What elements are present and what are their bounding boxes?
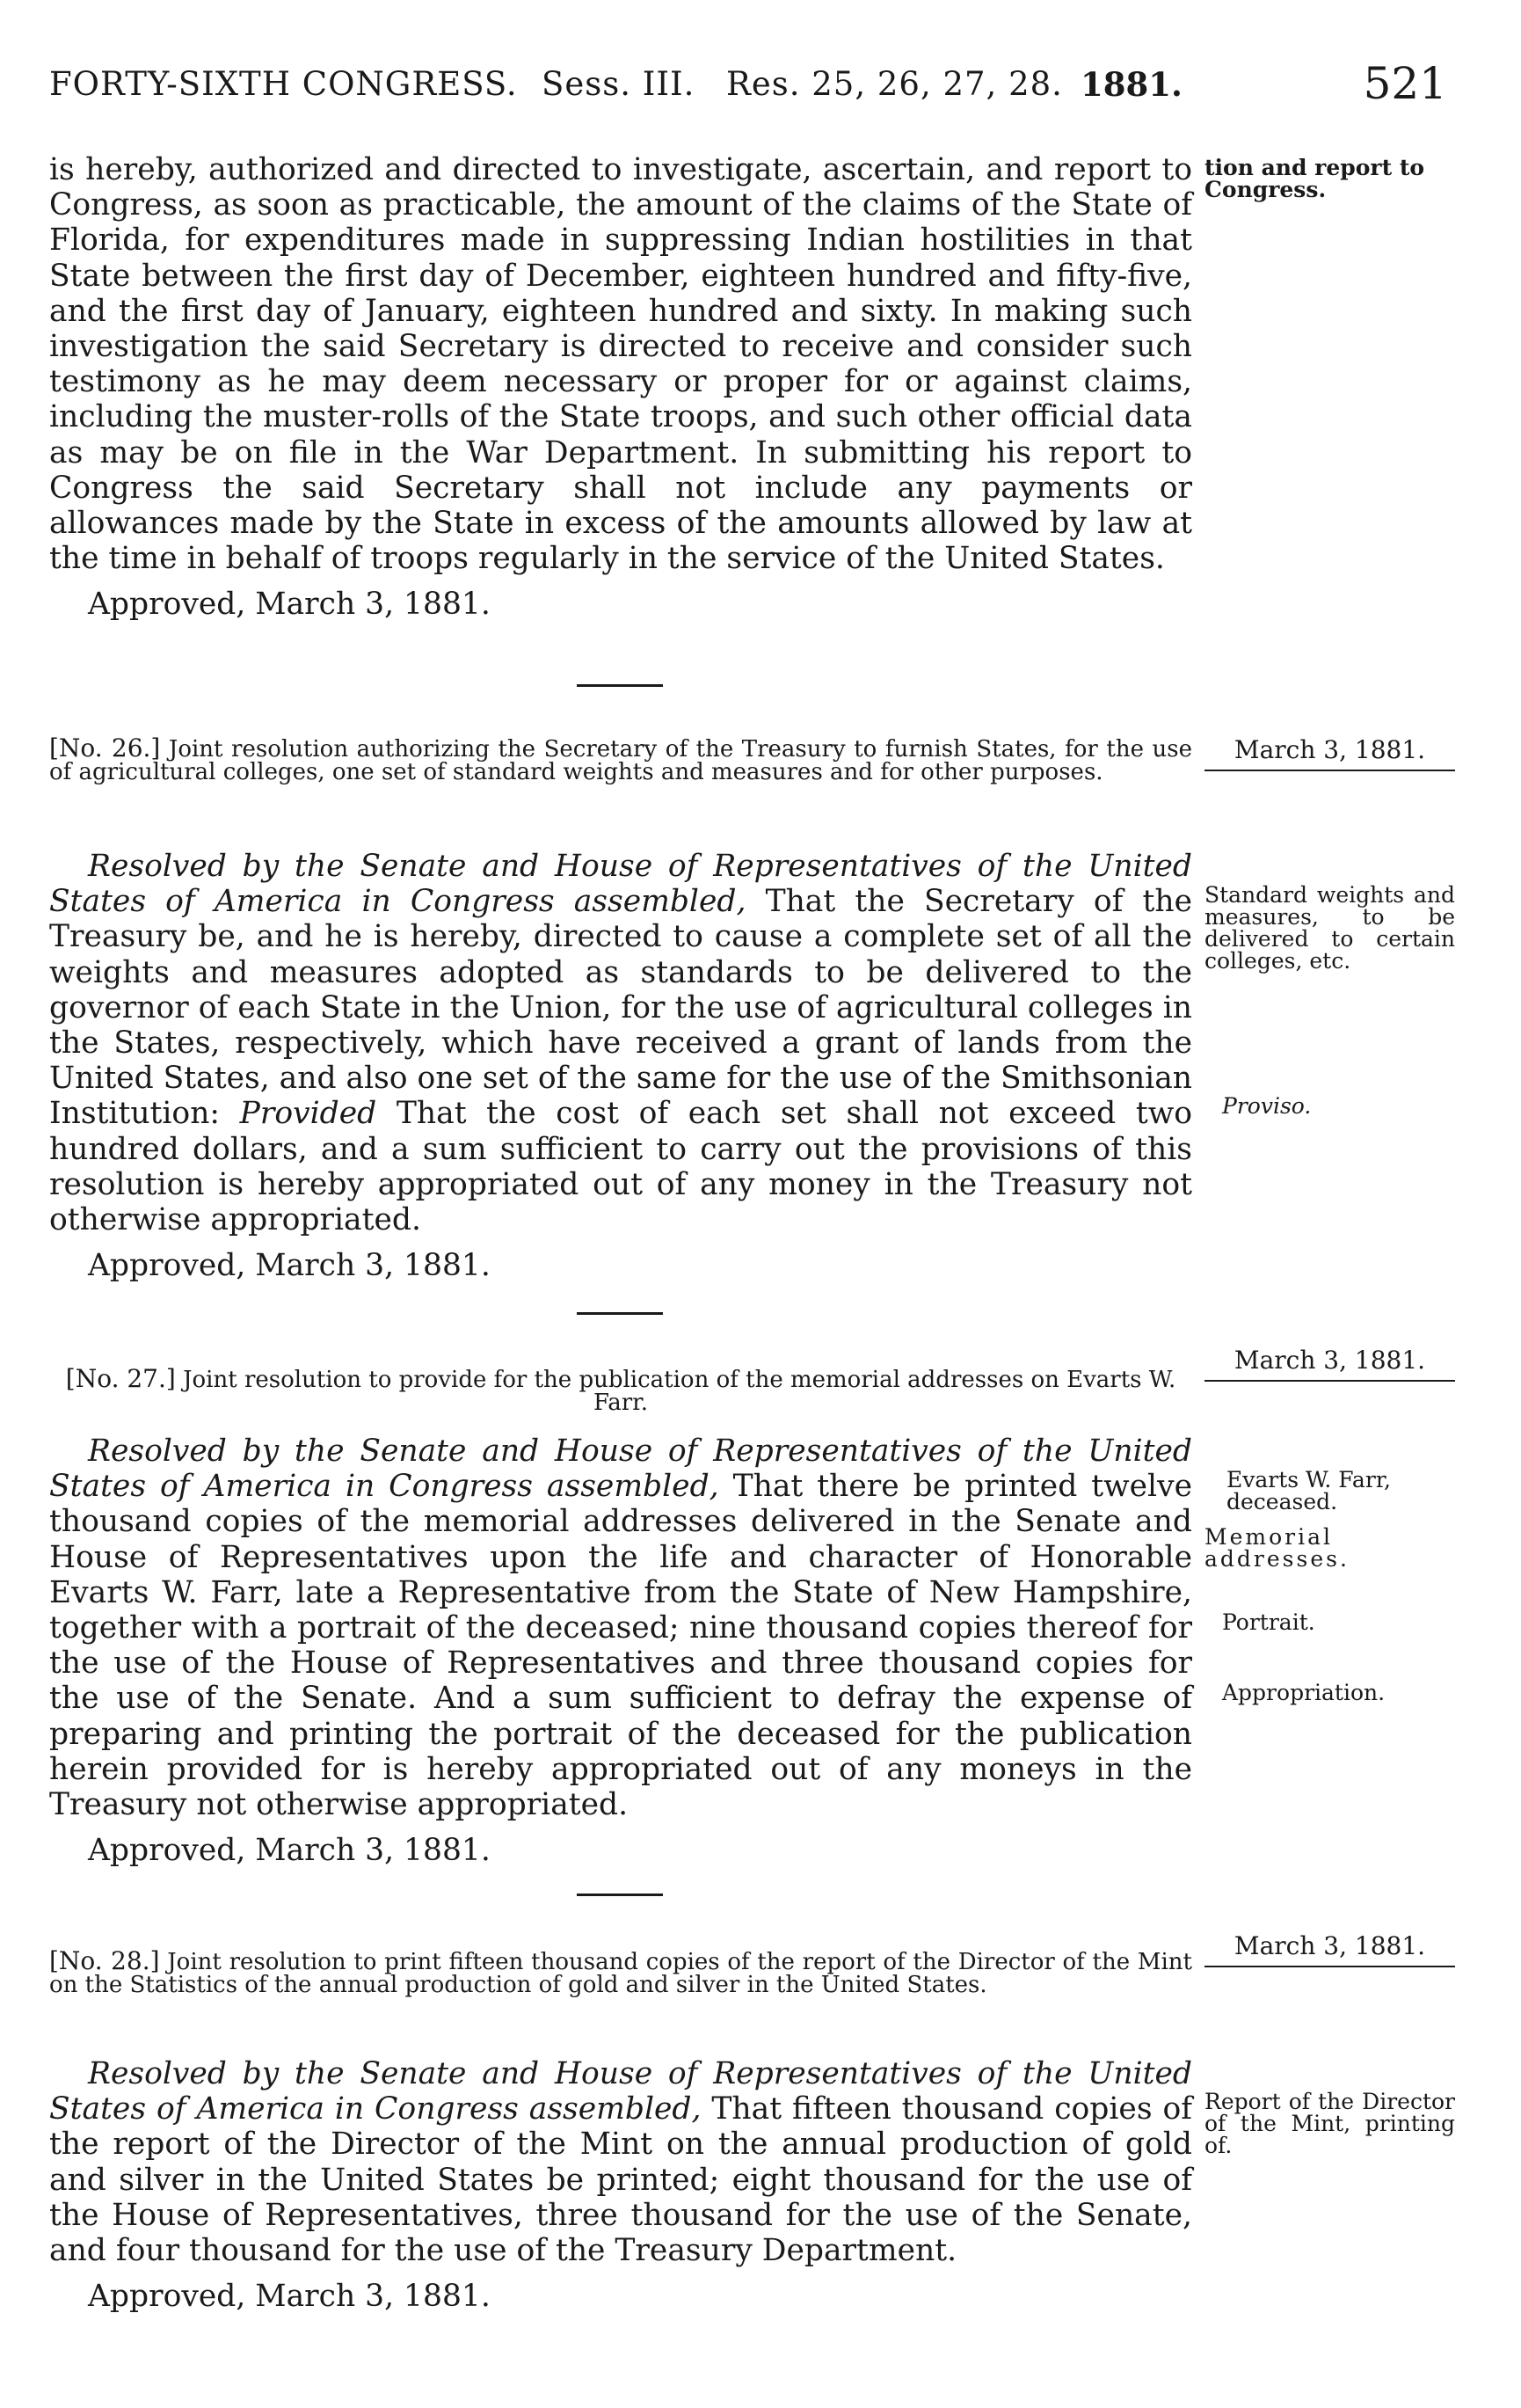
res26-title: Joint resolution authorizing the Secretary of the Treasury to furnish States, for the use of agricultural colleges, one set of standard weights and measures and for other purposes.	[49, 736, 1193, 785]
res27-number: [No. 27.]	[65, 1364, 176, 1393]
res27-approved: Approved, March 3, 1881.	[88, 1833, 491, 1869]
res27-heading	[49, 1364, 1192, 1416]
res26-proviso-word: Provided	[239, 1096, 377, 1132]
res28-body	[49, 2056, 1192, 2316]
year-label: 1881.	[1081, 65, 1183, 104]
res28-margin-note: Report of the Director of the Mint, printing of.	[1204, 2089, 1455, 2158]
res28-date: March 3, 1881.	[1204, 1931, 1455, 1967]
res27-margin-note-1: Evarts W. Farr, deceased.	[1226, 1467, 1391, 1514]
res25-approved: Approved, March 3, 1881.	[88, 587, 491, 623]
section-divider	[577, 1894, 663, 1896]
res27-date: March 3, 1881.	[1204, 1346, 1455, 1382]
session-label: Sess. III.	[542, 65, 695, 103]
res26-margin-note-2: Proviso.	[1222, 1093, 1312, 1119]
res28-number: [No. 28.]	[49, 1946, 160, 1975]
res27-text: That there be printed twelve thousand copies of the memorial addresses delivered in the Senate and House of Representatives upon the life and character of Honorable Evarts W. Farr, late a Representative from the State of New Hampshire, together with a portrait of the deceased; nine thousand copies thereof for the use of the House of Representatives and three thousand copies for the use of the Senate. And a sum sufficient to defray the expense of preparing and printing the portrait of the deceased for the publication herein provided for is hereby appropriated out of any moneys in the Treasury not otherwise appropriated.	[49, 1469, 1192, 1823]
page-number: 521	[1363, 58, 1447, 109]
res27-title: Joint resolution to provide for the publication of the memorial addresses on Evarts W. Farr.	[183, 1367, 1176, 1416]
running-head	[49, 58, 1447, 114]
res26-number: [No. 26.]	[49, 733, 161, 763]
res26-text-a: That the Secretary of the Treasury be, and he is hereby, directed to cause a complete set of all the weights and measures adopted as standards to be delivered to the governor of each State in the Union, for the use of agricultural colleges in the States, respectively, which have received a grant of lands from the United States, and also one set of the same for the use of the Smithsonian Institution:	[49, 884, 1192, 1132]
res27-enacting-clause: Resolved by the Senate and House of Representatives of the United States of America in Congress assembled,	[49, 1434, 1192, 1505]
section-divider	[577, 1312, 663, 1315]
res26-heading	[49, 733, 1193, 785]
res27-margin-note-4: Appropriation.	[1222, 1680, 1386, 1705]
res28-heading	[49, 1946, 1192, 1998]
res26-body	[49, 849, 1192, 1285]
res28-enacting-clause: Resolved by the Senate and House of Representatives of the United States of America in Congress assembled,	[49, 2056, 1192, 2127]
res25-body-text: is hereby, authorized and directed to investigate, ascertain, and report to Congress, as soon as practicable, the amount of the claims of the State of Florida, for expenditures made in suppressing Indian hostilities in that State between the first day of December, eighteen hundred and fifty-five, and the first day of January, eighteen hundred and sixty. In making such investigation the said Secretary is directed to receive and consider such testimony as he may deem necessary or proper for or against claims, including the muster-rolls of the State troops, and such other official data as may be on file in the War Department. In submitting his report to Congress the said Secretary shall not include any payments or allowances made by the State in excess of the amounts allowed by law at the time in behalf of troops regularly in the service of the United States.	[49, 152, 1192, 577]
res26-date: March 3, 1881.	[1204, 735, 1455, 771]
section-divider	[577, 684, 663, 687]
congress-title: FORTY-SIXTH CONGRESS.	[49, 65, 518, 103]
res26-enacting-clause: Resolved by the Senate and House of Representatives of the United States of America in Congress assembled,	[49, 849, 1192, 920]
res28-text: That fifteen thousand copies of the report of the Director of the Mint on the annual production of gold and silver in the United States be printed; eight thousand for the use of the House of Representatives, three thousand for the use of the Senate, and four thousand for the use of the Treasury Department.	[49, 2091, 1192, 2269]
res27-margin-note-3: Portrait.	[1222, 1609, 1315, 1635]
res26-approved: Approved, March 3, 1881.	[88, 1248, 491, 1284]
resolution-numbers: Res. 25, 26, 27, 28.	[726, 65, 1063, 103]
res28-title: Joint resolution to print fifteen thousand copies of the report of the Director of the Mint on the Statistics of the annual production of gold and silver in the United States.	[49, 1949, 1192, 1998]
res27-margin-note-2: Memorial addresses.	[1204, 1524, 1350, 1572]
res26-margin-note-1: Standard weights and measures, to be delivered to certain colleges, etc.	[1204, 882, 1455, 974]
res26-text-b: That the cost of each set shall not exceed two hundred dollars, and a sum sufficient to carry out the provisions of this resolution is hereby appropriated out of any money in the Treasury not otherwise appropriated.	[49, 1096, 1193, 1238]
res25-continuation	[49, 152, 1192, 624]
res25-margin-note: tion and report to Congress.	[1204, 155, 1425, 202]
res27-body	[49, 1434, 1192, 1870]
res28-approved: Approved, March 3, 1881.	[88, 2279, 491, 2315]
